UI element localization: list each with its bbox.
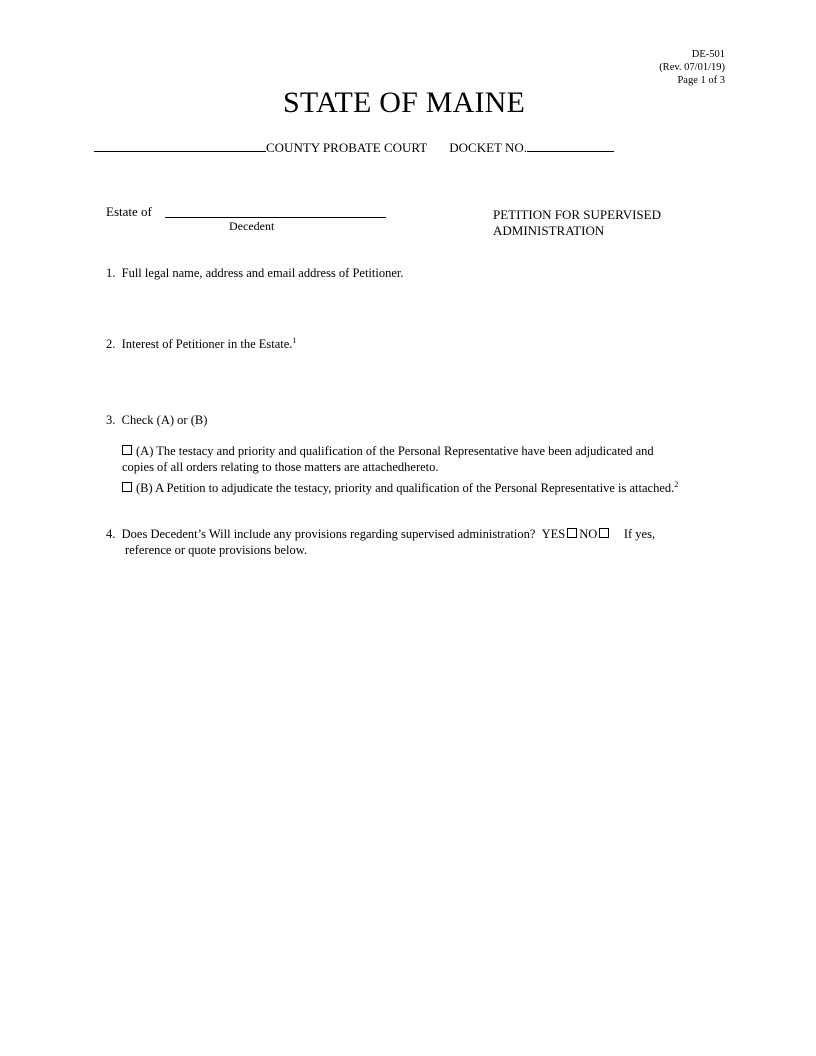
item-4-line2: reference or quote provisions below. — [125, 543, 308, 557]
item-1-number: 1. — [106, 266, 116, 280]
if-yes-text: If yes, — [623, 527, 656, 541]
decedent-label: Decedent — [229, 219, 275, 233]
option-b-checkbox[interactable] — [122, 482, 132, 492]
yes-label: YES — [541, 527, 566, 541]
page-indicator: Page 1 of 3 — [677, 75, 725, 86]
option-b-text: (B) A Petition to adjudicate the testacy, priority and qualification of the Personal Representative is attached. — [136, 481, 675, 495]
item-4-text: Does Decedent’s Will include any provisions regarding supervised administration? — [121, 527, 536, 541]
option-a-line1: (A) The testacy and priority and qualification of the Personal Representative have been adjudicated and — [136, 444, 654, 458]
court-label: COUNTY PROBATE COURT — [266, 140, 428, 155]
item-2 — [106, 337, 296, 352]
option-b — [122, 480, 722, 496]
docket-input[interactable] — [527, 139, 614, 152]
yes-checkbox[interactable] — [567, 528, 577, 538]
item-4-number: 4. — [106, 527, 116, 541]
petition-title — [493, 207, 661, 239]
form-number: DE-501 — [691, 49, 725, 60]
option-a-line2: copies of all orders relating to those matters are attachedhereto. — [122, 460, 439, 474]
option-a-checkbox[interactable] — [122, 445, 132, 455]
item-2-text: Interest of Petitioner in the Estate. — [121, 337, 293, 351]
no-label: NO — [579, 527, 598, 541]
court-line — [94, 139, 614, 156]
item-1 — [106, 266, 404, 281]
option-a — [122, 443, 722, 475]
item-1-text: Full legal name, address and email address of Petitioner. — [121, 266, 404, 280]
form-revision: (Rev. 07/01/19) — [659, 62, 725, 73]
item-3-text: Check (A) or (B) — [121, 413, 208, 427]
page-title: STATE OF MAINE — [282, 86, 526, 119]
footnote-marker-2: 2 — [674, 480, 679, 489]
petition-title-line1: PETITION FOR SUPERVISED — [493, 207, 661, 222]
item-2-number: 2. — [106, 337, 116, 351]
estate-label: Estate of — [106, 204, 152, 219]
footnote-marker-1: 1 — [292, 336, 297, 345]
item-4 — [106, 526, 655, 558]
docket-label: DOCKET NO. — [449, 140, 528, 155]
county-input[interactable] — [94, 139, 266, 152]
estate-name-input[interactable] — [165, 206, 386, 218]
no-checkbox[interactable] — [599, 528, 609, 538]
item-3 — [106, 413, 207, 428]
form-id-block — [659, 48, 725, 87]
item-3-number: 3. — [106, 413, 116, 427]
petition-title-line2: ADMINISTRATION — [493, 223, 605, 238]
